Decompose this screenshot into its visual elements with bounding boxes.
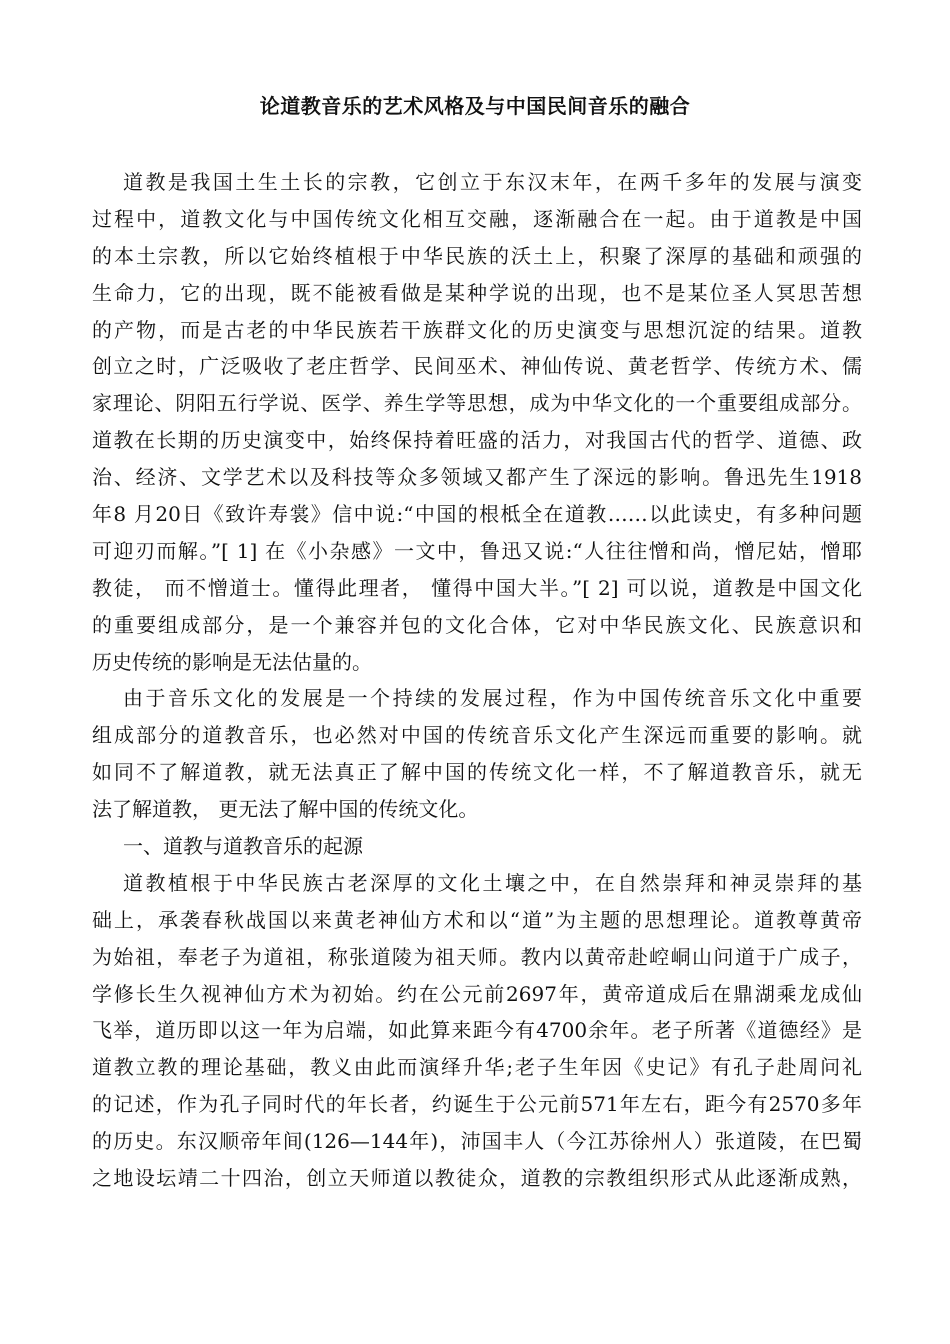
paragraph-line: 之地设坛靖二十四治，创立天师道以教徒众，道教的宗教组织形式从此逐渐成熟， <box>92 1166 862 1191</box>
paragraph-line: 年8 月20日《致许寿裳》信中说:“中国的根柢全在道教……以此读史，有多种问题 <box>92 502 862 527</box>
document-title: 论道教音乐的艺术风格及与中国民间音乐的融合 <box>259 94 691 118</box>
paragraph-line: 治、经济、文学艺术以及科技等众多领域又都产生了深远的影响。鲁迅先生1918 <box>92 465 862 490</box>
paragraph-line: 飞举，道历即以这一年为启端，如此算来距今有4700余年。老子所著《道德经》是 <box>92 1018 862 1043</box>
paragraph-line: 历史传统的影响是无法估量的。 <box>92 649 372 674</box>
paragraph-line: 组成部分的道教音乐，也必然对中国的传统音乐文化产生深远而重要的影响。就 <box>92 723 862 748</box>
paragraph-line: 道教植根于中华民族古老深厚的文化土壤之中，在自然崇拜和神灵崇拜的基 <box>123 870 862 895</box>
paragraph-line: 的重要组成部分，是一个兼容并包的文化合体，它对中华民族文化、民族意识和 <box>92 612 862 637</box>
paragraph-line: 家理论、阴阳五行学说、医学、养生学等思想，成为中华文化的一个重要组成部分。 <box>92 391 862 416</box>
paragraph-line: 可迎刃而解。”[ 1] 在《小杂感》一文中，鲁迅又说:“人往往憎和尚，憎尼姑，憎耶 <box>92 538 862 563</box>
paragraph-line: 生命力，它的出现，既不能被看做是某种学说的出现，也不是某位圣人冥思苦想 <box>92 280 862 305</box>
paragraph-line: 的本土宗教，所以它始终植根于中华民族的沃土上，积聚了深厚的基础和顽强的 <box>92 243 862 268</box>
paragraph-line: 道教是我国土生土长的宗教，它创立于东汉末年，在两千多年的发展与演变 <box>123 170 862 194</box>
paragraph-line: 由于音乐文化的发展是一个持续的发展过程，作为中国传统音乐文化中重要 <box>123 686 862 711</box>
paragraph-line: 创立之时，广泛吸收了老庄哲学、民间巫术、神仙传说、黄老哲学、传统方术、儒 <box>92 354 862 379</box>
section-heading: 一、道教与道教音乐的起源 <box>123 834 363 859</box>
paragraph-line: 为始祖，奉老子为道祖，称张道陵为祖天师。教内以黄帝赴崆峒山问道于广成子， <box>92 944 862 969</box>
paragraph-line: 学修长生久视神仙方术为初始。约在公元前2697年，黄帝道成后在鼎湖乘龙成仙 <box>92 981 862 1006</box>
paragraph-line: 过程中，道教文化与中国传统文化相互交融，逐渐融合在一起。由于道教是中国 <box>92 206 862 231</box>
paragraph-line: 教徒， 而不憎道士。懂得此理者， 懂得中国大半。”[ 2] 可以说，道教是中国文化 <box>92 575 862 600</box>
paragraph-line: 道教立教的理论基础，教义由此而演绎升华;老子生年因《史记》有孔子赴周问礼 <box>92 1055 862 1080</box>
paragraph-line: 的记述，作为孔子同时代的年长者，约诞生于公元前571年左右，距今有2570多年 <box>92 1092 862 1117</box>
paragraph-line: 道教在长期的历史演变中，始终保持着旺盛的活力，对我国古代的哲学、道德、政 <box>92 428 862 453</box>
paragraph-line: 的历史。东汉顺帝年间(126—144年)，沛国丰人（今江苏徐州人）张道陵，在巴蜀 <box>92 1129 862 1154</box>
paragraph-line: 如同不了解道教，就无法真正了解中国的传统文化一样，不了解道教音乐，就无 <box>92 760 862 785</box>
paragraph-line: 础上，承袭春秋战国以来黄老神仙方术和以“道”为主题的思想理论。道教尊黄帝 <box>92 907 862 932</box>
paragraph-line: 法了解道教， 更无法了解中国的传统文化。 <box>92 797 479 822</box>
document-body <box>92 164 862 1197</box>
paragraph-line: 的产物，而是古老的中华民族若干族群文化的历史演变与思想沉淀的结果。道教 <box>92 317 862 342</box>
